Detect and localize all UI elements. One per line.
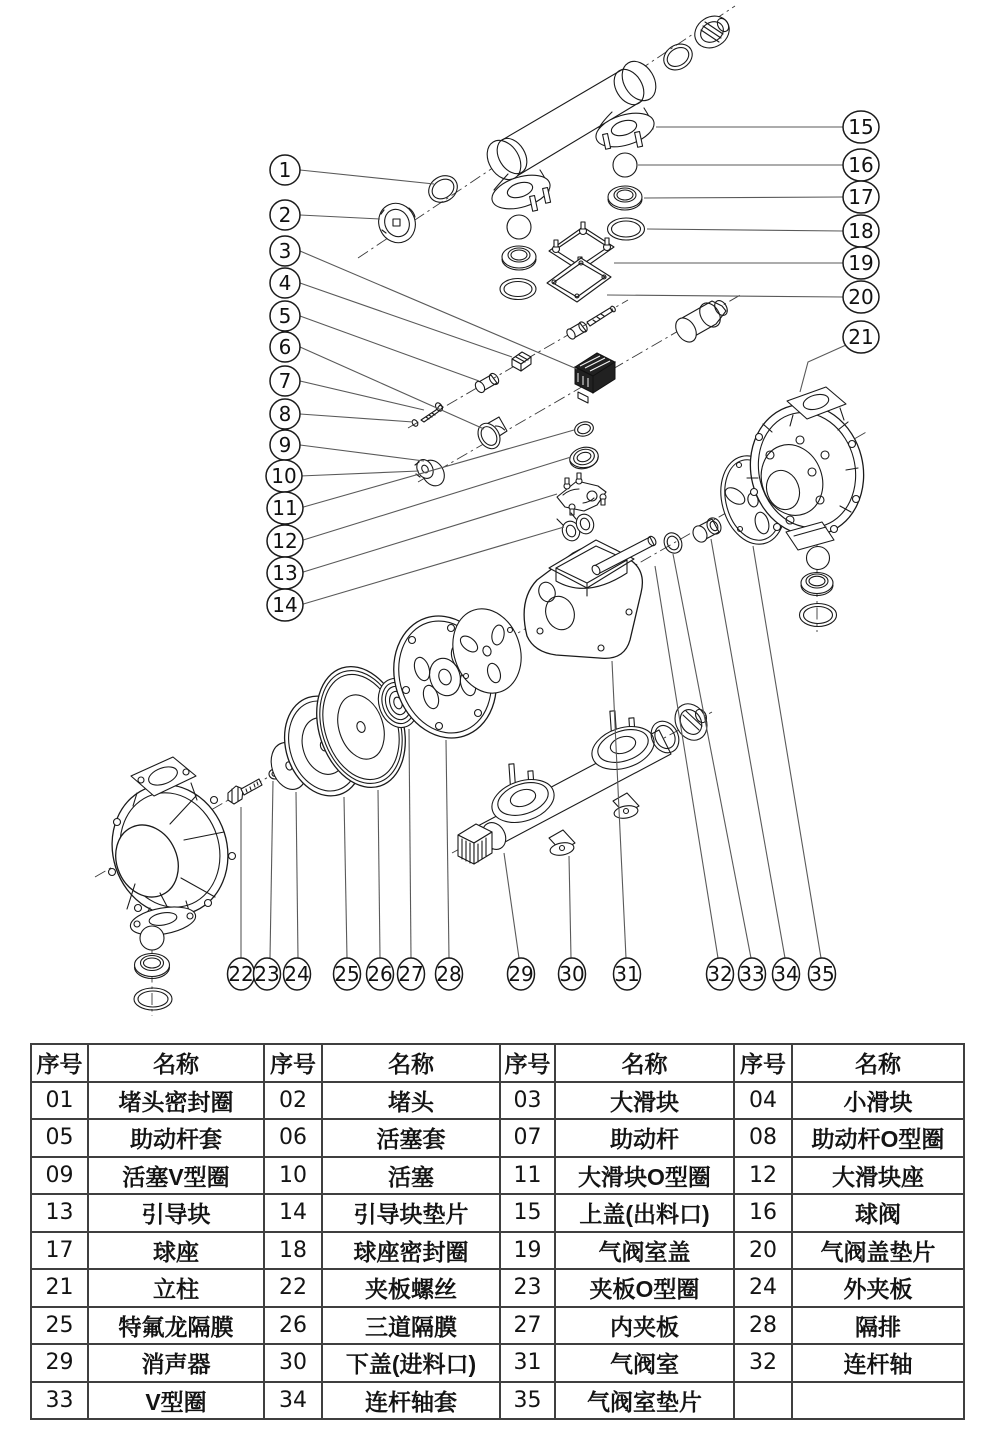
part-no-cell: 03 (500, 1082, 555, 1120)
svg-text:8: 8 (278, 402, 292, 426)
part-no-cell: 07 (500, 1119, 555, 1157)
part-no-cell: 32 (734, 1344, 792, 1382)
part-no-cell: 13 (31, 1194, 88, 1232)
part-rod-bushing (690, 515, 723, 544)
part-booster-sleeve (473, 372, 500, 394)
leader-21 (800, 345, 846, 392)
part-no-cell: 31 (500, 1344, 555, 1382)
callout-7 (270, 366, 300, 396)
leader-8 (300, 414, 413, 422)
part-piston-sleeve-large (671, 298, 729, 345)
part-no-cell: 06 (264, 1119, 322, 1157)
part-no-cell: 28 (734, 1307, 792, 1345)
callout-9 (270, 430, 300, 460)
part-v-ring (661, 530, 685, 556)
leader-28 (446, 740, 449, 958)
part-no-cell: 34 (264, 1382, 322, 1420)
callout-25 (334, 958, 361, 990)
callout-28 (436, 958, 463, 990)
svg-text:20: 20 (848, 285, 874, 309)
callout-17 (843, 181, 879, 213)
table-row (31, 1382, 964, 1420)
part-seat-seal-bottom-right (800, 604, 837, 627)
part-ball-seat-right (608, 186, 642, 210)
svg-text:35: 35 (809, 962, 835, 986)
svg-text:9: 9 (278, 433, 292, 457)
col-header-no: 序号 (734, 1044, 792, 1082)
part-name-cell: 三道隔膜 (322, 1307, 500, 1345)
svg-text:11: 11 (272, 496, 298, 520)
part-name-cell: 堵头密封圈 (88, 1082, 264, 1120)
callout-22 (228, 958, 255, 990)
part-no-cell: 16 (734, 1194, 792, 1232)
callout-19 (843, 247, 879, 279)
svg-text:19: 19 (848, 251, 874, 275)
table-row (31, 1307, 964, 1345)
part-no-cell: 20 (734, 1232, 792, 1270)
svg-text:27: 27 (398, 962, 424, 986)
table-row (31, 1119, 964, 1157)
table-header-row (31, 1044, 964, 1082)
part-name-cell: 活塞V型圈 (88, 1157, 264, 1195)
part-name-cell: 隔排 (792, 1307, 964, 1345)
svg-text:34: 34 (773, 962, 799, 986)
part-name-cell: 连杆轴 (792, 1344, 964, 1382)
part-ball-valve-right (613, 153, 637, 177)
part-plug-seal-right (659, 39, 697, 75)
svg-text:2: 2 (278, 203, 292, 227)
col-header-name: 名称 (792, 1044, 964, 1082)
part-no-cell: 29 (31, 1344, 88, 1382)
part-air-valve-cover-gasket (547, 258, 611, 302)
svg-text:13: 13 (272, 561, 298, 585)
part-name-cell: 大滑块座 (792, 1157, 964, 1195)
part-no-cell: 11 (500, 1157, 555, 1195)
part-name-cell: 活塞 (322, 1157, 500, 1195)
col-header-no: 序号 (500, 1044, 555, 1082)
part-no-cell: 04 (734, 1082, 792, 1120)
part-no-cell: 09 (31, 1157, 88, 1195)
leader-5 (300, 316, 479, 381)
leader-30 (569, 856, 571, 958)
table-row (31, 1269, 964, 1307)
part-no-cell: 27 (500, 1307, 555, 1345)
table-row (31, 1344, 964, 1382)
part-name-cell: 大滑块 (555, 1082, 734, 1120)
part-name-cell: 助动杆 (555, 1119, 734, 1157)
part-big-slide-oring (573, 420, 595, 438)
callout-4 (270, 268, 300, 298)
part-name-cell: 夹板O型圈 (555, 1269, 734, 1307)
svg-text:22: 22 (228, 962, 254, 986)
col-header-name: 名称 (88, 1044, 264, 1082)
callout-31 (614, 958, 641, 990)
part-name-cell: 堵头 (322, 1082, 500, 1120)
svg-text:32: 32 (707, 962, 733, 986)
svg-text:25: 25 (334, 962, 360, 986)
svg-text:31: 31 (614, 962, 640, 986)
part-name-cell: 气阀盖垫片 (792, 1232, 964, 1270)
part-no-cell: 25 (31, 1307, 88, 1345)
svg-text:23: 23 (254, 962, 280, 986)
part-left-chamber (95, 757, 244, 940)
svg-text:21: 21 (848, 325, 874, 349)
callout-23 (254, 958, 281, 990)
table-row (31, 1157, 964, 1195)
part-plug-right (689, 10, 735, 55)
svg-text:26: 26 (367, 962, 393, 986)
part-name-cell: 活塞套 (322, 1119, 500, 1157)
svg-text:1: 1 (278, 158, 292, 182)
leader-27 (409, 729, 411, 958)
part-name-cell: 大滑块O型圈 (555, 1157, 734, 1195)
col-header-name: 名称 (322, 1044, 500, 1082)
part-no-cell (734, 1382, 792, 1420)
part-name-cell: 球阀 (792, 1194, 964, 1232)
svg-text:7: 7 (278, 369, 292, 393)
svg-text:33: 33 (739, 962, 765, 986)
svg-text:16: 16 (848, 153, 874, 177)
leader-9 (300, 445, 424, 461)
leader-18 (647, 229, 843, 231)
table-row (31, 1232, 964, 1270)
table-row (31, 1082, 964, 1120)
part-small-slide (512, 352, 531, 371)
part-no-cell: 02 (264, 1082, 322, 1120)
callout-21 (843, 321, 879, 353)
part-guide-block (557, 473, 606, 515)
part-name-cell: 消声器 (88, 1344, 264, 1382)
callouts (228, 111, 880, 990)
part-no-cell: 21 (31, 1269, 88, 1307)
table-row (31, 1194, 964, 1232)
callout-8 (270, 399, 300, 429)
svg-text:28: 28 (436, 962, 462, 986)
part-no-cell: 01 (31, 1082, 88, 1120)
col-header-no: 序号 (31, 1044, 88, 1082)
callout-26 (367, 958, 394, 990)
part-ball-seat-left (502, 246, 536, 270)
callout-34 (773, 958, 800, 990)
part-no-cell: 05 (31, 1119, 88, 1157)
callout-16 (843, 149, 879, 181)
callout-1 (270, 155, 300, 185)
callout-2 (270, 200, 300, 230)
part-name-cell: 引导块 (88, 1194, 264, 1232)
callout-11 (267, 492, 303, 524)
svg-text:17: 17 (848, 185, 874, 209)
callout-18 (843, 215, 879, 247)
part-seat-seal-right (608, 218, 645, 240)
part-name-cell: 气阀室 (555, 1344, 734, 1382)
callout-3 (270, 236, 300, 266)
svg-text:12: 12 (272, 529, 298, 553)
part-clamp-bolt (228, 779, 262, 804)
callout-27 (398, 958, 425, 990)
parts-table (30, 1043, 965, 1420)
part-no-cell: 26 (264, 1307, 322, 1345)
leader-1 (300, 170, 434, 184)
part-plug (372, 197, 421, 248)
part-seat-seal-bottom-left (134, 988, 172, 1010)
part-no-cell: 33 (31, 1382, 88, 1420)
part-ball-seat-bottom-right (801, 573, 833, 596)
callout-14 (267, 589, 303, 621)
leader-2 (300, 215, 380, 219)
part-ball-valve-bottom-left (140, 926, 164, 950)
leader-17 (644, 197, 843, 198)
part-no-cell: 19 (500, 1232, 555, 1270)
leader-26 (378, 790, 380, 958)
part-booster-rod-sleeve (565, 305, 616, 340)
part-no-cell: 08 (734, 1119, 792, 1157)
part-big-slide-seat (567, 444, 600, 472)
leader-7 (300, 381, 424, 410)
callout-6 (270, 332, 300, 362)
callout-33 (739, 958, 766, 990)
part-name-cell: 气阀室垫片 (555, 1382, 734, 1420)
part-no-cell: 10 (264, 1157, 322, 1195)
part-name-cell: 内夹板 (555, 1307, 734, 1345)
part-name-cell: 连杆轴套 (322, 1382, 500, 1420)
svg-text:24: 24 (284, 962, 310, 986)
callout-5 (270, 301, 300, 331)
part-name-cell: 特氟龙隔膜 (88, 1307, 264, 1345)
col-header-no: 序号 (264, 1044, 322, 1082)
part-ball-seat-bottom-left (135, 954, 170, 979)
part-name-cell (792, 1382, 964, 1420)
part-no-cell: 14 (264, 1194, 322, 1232)
leader-33 (673, 554, 751, 958)
part-plug-seal (424, 170, 463, 207)
part-name-cell: 助动杆O型圈 (792, 1119, 964, 1157)
leader-10 (300, 471, 419, 476)
leader-4 (300, 283, 512, 357)
leader-24 (296, 792, 298, 958)
svg-text:10: 10 (271, 464, 297, 488)
callout-12 (267, 525, 303, 557)
svg-text:4: 4 (278, 271, 292, 295)
leader-13 (300, 494, 557, 573)
leader-29 (504, 853, 519, 958)
callout-29 (508, 958, 535, 990)
col-header-name: 名称 (555, 1044, 734, 1082)
leader-34 (711, 539, 785, 958)
part-name-cell: 小滑块 (792, 1082, 964, 1120)
part-name-cell: V型圈 (88, 1382, 264, 1420)
part-name-cell: 球座密封圈 (322, 1232, 500, 1270)
part-name-cell: 球座 (88, 1232, 264, 1270)
part-big-slide (575, 353, 615, 403)
svg-text:30: 30 (559, 962, 585, 986)
callout-10 (266, 460, 302, 492)
svg-text:6: 6 (278, 335, 292, 359)
part-no-cell: 23 (500, 1269, 555, 1307)
part-no-cell: 12 (734, 1157, 792, 1195)
callout-13 (267, 557, 303, 589)
part-seat-seal-left (500, 279, 536, 300)
leader-25 (344, 797, 347, 958)
part-no-cell: 35 (500, 1382, 555, 1420)
part-no-cell: 24 (734, 1269, 792, 1307)
callout-20 (843, 281, 879, 313)
callout-24 (284, 958, 311, 990)
part-name-cell: 下盖(进料口) (322, 1344, 500, 1382)
part-no-cell: 22 (264, 1269, 322, 1307)
part-piston (414, 456, 449, 490)
callout-32 (707, 958, 734, 990)
part-no-cell: 30 (264, 1344, 322, 1382)
part-ball-valve-bottom-right (807, 547, 830, 570)
callout-30 (559, 958, 586, 990)
leader-23 (270, 781, 273, 958)
leader-20 (607, 295, 843, 297)
part-name-cell: 引导块垫片 (322, 1194, 500, 1232)
part-no-cell: 15 (500, 1194, 555, 1232)
svg-text:5: 5 (278, 304, 292, 328)
part-ball-valve-left (507, 215, 531, 239)
part-name-cell: 立柱 (88, 1269, 264, 1307)
part-name-cell: 上盖(出料口) (555, 1194, 734, 1232)
callout-35 (809, 958, 836, 990)
svg-text:14: 14 (272, 593, 298, 617)
part-name-cell: 外夹板 (792, 1269, 964, 1307)
callout-15 (843, 111, 879, 143)
svg-text:15: 15 (848, 115, 874, 139)
part-no-cell: 18 (264, 1232, 322, 1270)
svg-text:29: 29 (508, 962, 534, 986)
svg-text:18: 18 (848, 219, 874, 243)
leader-14 (300, 527, 564, 605)
part-name-cell: 气阀室盖 (555, 1232, 734, 1270)
leader-3 (300, 251, 577, 369)
part-no-cell: 17 (31, 1232, 88, 1270)
svg-text:3: 3 (278, 239, 292, 263)
part-name-cell: 夹板螺丝 (322, 1269, 500, 1307)
part-name-cell: 助动杆套 (88, 1119, 264, 1157)
